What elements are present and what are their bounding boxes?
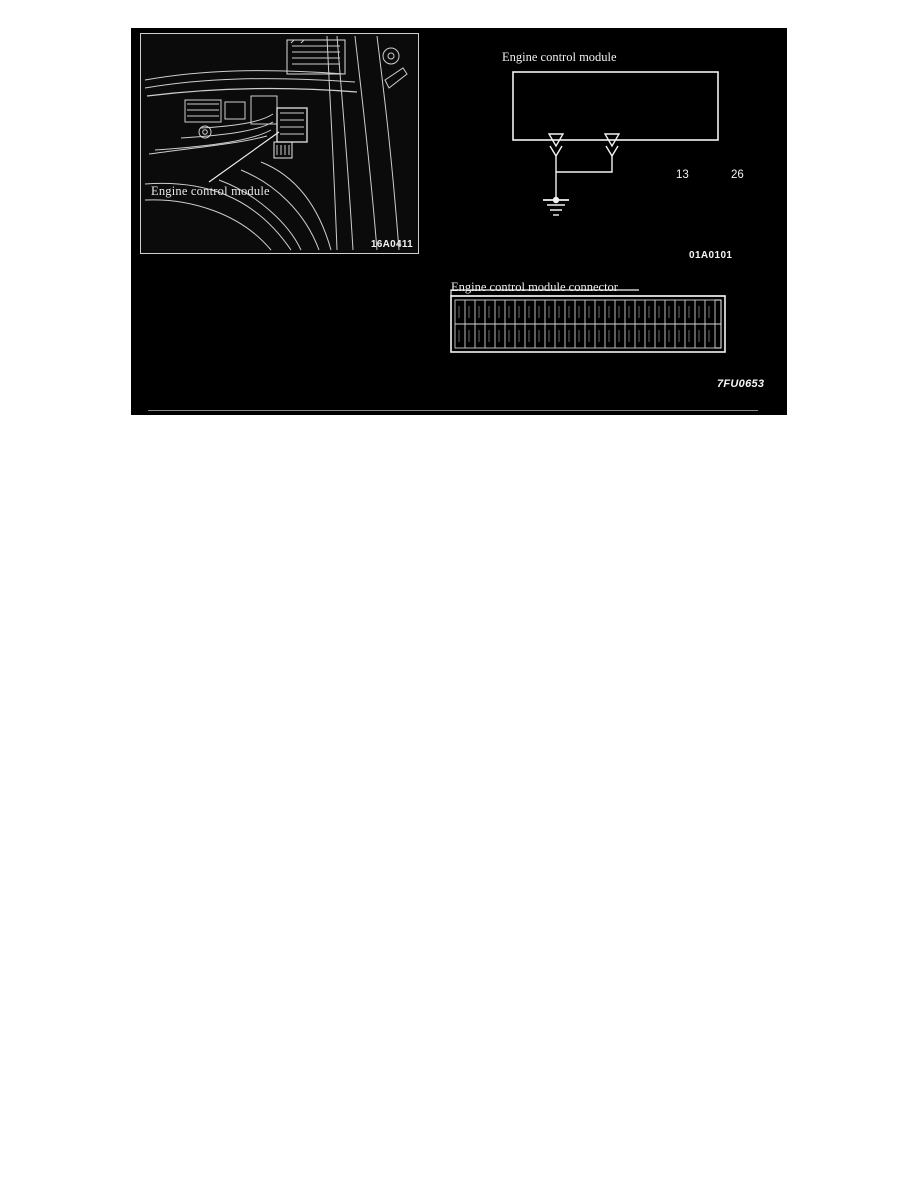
pin-number-26: 26 [731, 169, 744, 181]
figure-bottom-hairline [148, 410, 758, 411]
ecm-connector-diagram [449, 280, 739, 365]
figure-panel [131, 28, 787, 415]
connector-title-label: Engine control module connector [451, 280, 618, 294]
schematic-lineart [501, 50, 771, 260]
photo-figure-code: 16A0411 [370, 239, 413, 250]
pin-number-13: 13 [676, 169, 689, 181]
vehicle-photo-lineart [141, 34, 418, 253]
ecm-ground-schematic [501, 50, 771, 260]
photo-caption-label: Engine control module [151, 184, 270, 198]
schematic-title-label: Engine control module [502, 50, 617, 64]
connector-figure-code: 7FU0653 [717, 378, 765, 390]
vehicle-photo [140, 33, 419, 254]
schematic-figure-code: 01A0101 [689, 250, 733, 261]
